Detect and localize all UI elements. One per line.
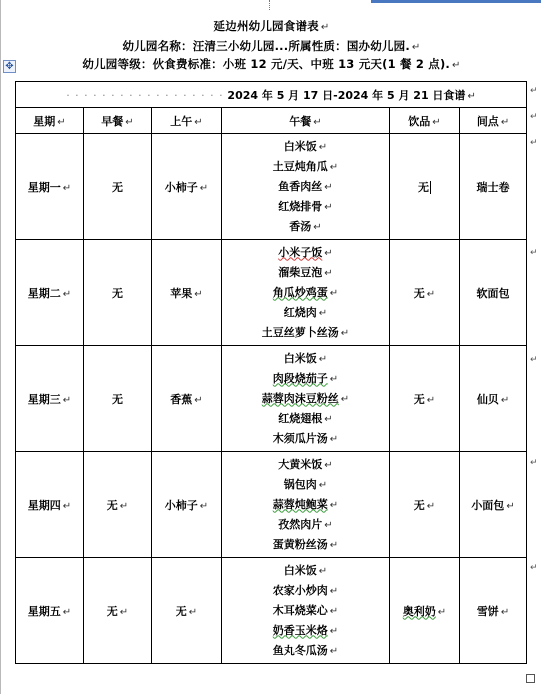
day-label: 星期三 — [27, 392, 61, 406]
lunch-item — [222, 495, 389, 515]
day-label: 星期一 — [27, 180, 61, 194]
return-arrow-icon: ↵ — [324, 267, 333, 279]
return-arrow-icon: ↵ — [199, 500, 209, 512]
return-arrow-icon: ↵ — [329, 499, 339, 511]
column-header-label: 饮品 — [408, 114, 431, 128]
lunch-item — [222, 475, 389, 495]
column-header-breakfast[interactable] — [84, 108, 152, 134]
lunch-item — [222, 621, 389, 641]
day-cell[interactable] — [16, 240, 84, 346]
table-row-tuesday — [16, 240, 527, 346]
breakfast-cell[interactable] — [84, 558, 152, 664]
breakfast-value: 无 — [112, 286, 123, 300]
return-arrow-icon: ↵ — [329, 287, 339, 299]
leader-dots: · · · · · · · · · · · · · · · · · · — [66, 88, 224, 102]
day-cell[interactable] — [16, 134, 84, 240]
return-arrow-icon: ↵ — [452, 60, 461, 71]
return-arrow-icon: ↵ — [62, 394, 72, 406]
return-arrow-icon: ↵ — [506, 500, 515, 512]
menu-table — [15, 81, 527, 664]
breakfast-value: 无 — [112, 180, 123, 194]
drink-value: 奥利奶 — [402, 604, 436, 618]
return-arrow-icon: ↵ — [318, 307, 328, 319]
table-row-friday — [16, 558, 527, 664]
fee-standard-text: 幼儿园等级：伙食费标准：小班 12 元/天、中班 13 元天(1 餐 2 点). — [82, 57, 451, 71]
return-arrow-icon: ↵ — [194, 116, 203, 128]
return-arrow-icon: ↵ — [329, 539, 339, 551]
row-end-mark: ↵ — [530, 355, 538, 365]
return-arrow-icon: ↵ — [426, 500, 436, 512]
morning-cell[interactable] — [152, 346, 222, 452]
lunch-item-text: 土豆丝萝卜丝汤 — [261, 325, 339, 339]
table-title-row — [16, 82, 527, 108]
day-cell[interactable] — [16, 558, 84, 664]
lunch-item-text: 蒜蓉炖鲍菜 — [272, 497, 328, 511]
lunch-cell[interactable] — [222, 452, 390, 558]
breakfast-value: 无 — [106, 498, 118, 512]
table-row-wednesday — [16, 346, 527, 452]
drink-value: 无 — [413, 392, 425, 406]
lunch-item — [222, 641, 389, 661]
return-arrow-icon: ↵ — [324, 519, 333, 531]
return-arrow-icon: ↵ — [340, 327, 350, 339]
morning-value: 小柿子 — [164, 498, 198, 512]
snack-value: 瑞士卷 — [476, 180, 510, 194]
drink-value: 无 — [413, 286, 425, 300]
return-arrow-icon: ↵ — [194, 288, 203, 300]
return-arrow-icon: ↵ — [500, 394, 510, 406]
table-row-monday — [16, 134, 527, 240]
return-arrow-icon: ↵ — [62, 288, 72, 300]
lunch-item-text: 白米饭 — [283, 139, 317, 153]
table-row-thursday — [16, 452, 527, 558]
morning-value: 苹果 — [170, 286, 193, 300]
snack-cell[interactable] — [460, 346, 527, 452]
morning-value: 香蕉 — [170, 392, 193, 406]
breakfast-cell[interactable] — [84, 452, 152, 558]
return-arrow-icon: ↵ — [324, 181, 333, 193]
lunch-item-text: 农家小炒肉 — [272, 583, 328, 597]
breakfast-value: 无 — [112, 392, 123, 406]
table-resize-handle[interactable] — [526, 674, 535, 683]
lunch-item-text: 红烧肉 — [283, 305, 317, 319]
snack-cell[interactable] — [460, 134, 527, 240]
document-title-text: 延边州幼儿园食谱表 — [213, 19, 319, 33]
breakfast-cell[interactable] — [84, 346, 152, 452]
table-title: 2024 年 5 月 17 日-2024 年 5 月 21 日食谱 — [227, 88, 466, 102]
return-arrow-icon: ↵ — [125, 116, 134, 128]
return-arrow-icon: ↵ — [318, 141, 328, 153]
drink-cell[interactable] — [390, 558, 460, 664]
day-label: 星期二 — [27, 286, 61, 300]
return-arrow-icon: ↵ — [318, 353, 328, 365]
lunch-item-text: 溜柴豆泡 — [278, 265, 323, 279]
drink-cell[interactable] — [390, 134, 460, 240]
return-arrow-icon: ↵ — [329, 433, 339, 445]
lunch-item-text: 鱼香肉丝 — [278, 179, 323, 193]
lunch-item — [222, 561, 389, 581]
day-cell[interactable] — [16, 346, 84, 452]
return-arrow-icon: ↵ — [324, 459, 333, 471]
return-arrow-icon: ↵ — [318, 565, 328, 577]
snack-value: 雪饼 — [476, 604, 499, 618]
lunch-item — [222, 303, 389, 323]
lunch-item — [222, 455, 389, 475]
column-header-label: 午餐 — [289, 114, 312, 128]
return-arrow-icon: ↵ — [119, 606, 129, 618]
column-header-drink[interactable] — [390, 108, 460, 134]
lunch-item — [222, 197, 389, 217]
column-header-label: 早餐 — [101, 114, 124, 128]
lunch-item-text: 肉段烧茄子 — [272, 371, 328, 385]
return-arrow-icon: ↵ — [324, 201, 333, 213]
lunch-item-text: 白米饭 — [283, 351, 317, 365]
return-arrow-icon: ↵ — [329, 605, 339, 617]
lunch-cell[interactable] — [222, 134, 390, 240]
return-arrow-icon: ↵ — [57, 116, 66, 128]
row-end-mark: ↵ — [530, 138, 538, 148]
lunch-item — [222, 429, 389, 449]
morning-cell[interactable] — [152, 240, 222, 346]
morning-value: 小柿子 — [164, 180, 198, 194]
return-arrow-icon: ↵ — [500, 116, 510, 128]
drink-cell[interactable] — [390, 452, 460, 558]
lunch-item-text: 香汤 — [289, 219, 312, 233]
return-arrow-icon: ↵ — [340, 393, 350, 405]
drink-value: 无 — [413, 498, 425, 512]
lunch-item-text: 鱼丸冬瓜汤 — [272, 643, 328, 657]
lunch-item-text: 土豆炖角瓜 — [272, 159, 328, 173]
table-title-cell[interactable] — [16, 82, 527, 108]
day-label: 星期五 — [27, 604, 61, 618]
return-arrow-icon: ↵ — [318, 479, 328, 491]
lunch-item — [222, 157, 389, 177]
kindergarten-info-text: 幼儿园名称：汪清三小幼儿园...所属性质：国办幼儿园. — [122, 39, 410, 53]
lunch-item — [222, 243, 389, 263]
snack-cell[interactable] — [460, 558, 527, 664]
breakfast-value: 无 — [106, 604, 118, 618]
return-arrow-icon: ↵ — [500, 606, 510, 618]
drink-value: 无 — [418, 180, 429, 194]
return-arrow-icon: ↵ — [62, 606, 72, 618]
return-arrow-icon: ↵ — [199, 182, 209, 194]
return-arrow-icon: ↵ — [313, 221, 322, 233]
return-arrow-icon: ↵ — [329, 161, 339, 173]
snack-cell[interactable] — [460, 240, 527, 346]
day-label: 星期四 — [27, 498, 61, 512]
row-end-mark: ↵ — [530, 86, 538, 96]
lunch-item-text: 角瓜炒鸡蛋 — [272, 285, 328, 299]
lunch-cell[interactable] — [222, 558, 390, 664]
lunch-item-text: 红烧翅根 — [278, 411, 323, 425]
return-arrow-icon: ↵ — [411, 42, 421, 53]
lunch-item — [222, 177, 389, 197]
lunch-item-text: 木耳烧菜心 — [272, 603, 328, 617]
lunch-item — [222, 535, 389, 555]
return-arrow-icon: ↵ — [324, 413, 333, 425]
snack-value: 小面包 — [471, 498, 505, 512]
return-arrow-icon: ↵ — [426, 394, 436, 406]
lunch-item-text: 白米饭 — [283, 563, 317, 577]
return-arrow-icon: ↵ — [313, 116, 322, 128]
return-arrow-icon: ↵ — [437, 606, 447, 618]
snack-value: 软面包 — [476, 286, 510, 300]
morning-cell[interactable] — [152, 134, 222, 240]
table-header-row — [16, 108, 527, 134]
lunch-item — [222, 409, 389, 429]
ruler-indicator — [371, 0, 541, 3]
return-arrow-icon: ↵ — [320, 22, 330, 33]
lunch-item-text: 木须瓜片汤 — [272, 431, 328, 445]
row-end-mark: ↵ — [530, 248, 538, 258]
lunch-item — [222, 349, 389, 369]
morning-cell[interactable] — [152, 452, 222, 558]
lunch-item — [222, 581, 389, 601]
lunch-item-text: 奶香玉米烙 — [272, 623, 328, 637]
lunch-item — [222, 283, 389, 303]
move-cross-icon[interactable]: ✥ — [3, 60, 16, 73]
row-end-mark: ↵ — [530, 112, 538, 122]
lunch-cell[interactable] — [222, 240, 390, 346]
return-arrow-icon: ↵ — [324, 247, 333, 259]
lunch-item — [222, 217, 389, 237]
snack-value: 仙贝 — [476, 392, 499, 406]
text-cursor — [430, 181, 431, 194]
snack-cell[interactable] — [460, 452, 527, 558]
lunch-item-text: 锅包肉 — [283, 477, 317, 491]
ruler-tick — [269, 0, 271, 10]
lunch-item — [222, 137, 389, 157]
drink-cell[interactable] — [390, 346, 460, 452]
return-arrow-icon: ↵ — [329, 625, 339, 637]
lunch-item — [222, 601, 389, 621]
return-arrow-icon: ↵ — [432, 116, 441, 128]
column-header-snack[interactable] — [460, 108, 527, 134]
column-header-label: 上午 — [170, 114, 193, 128]
breakfast-cell[interactable] — [84, 240, 152, 346]
column-header-day[interactable] — [16, 108, 84, 134]
day-cell[interactable] — [16, 452, 84, 558]
fee-standard — [1, 56, 541, 72]
document-title — [1, 18, 541, 34]
lunch-item-text: 大黄米饭 — [278, 457, 323, 471]
column-header-label: 星期 — [33, 114, 56, 128]
lunch-item-text: 红烧排骨 — [278, 199, 323, 213]
lunch-item — [222, 323, 389, 343]
lunch-cell[interactable] — [222, 346, 390, 452]
row-end-mark: ↵ — [530, 563, 538, 573]
lunch-item — [222, 369, 389, 389]
breakfast-cell[interactable] — [84, 134, 152, 240]
lunch-item-text: 蛋黄粉丝汤 — [272, 537, 328, 551]
return-arrow-icon: ↵ — [62, 500, 72, 512]
return-arrow-icon: ↵ — [329, 373, 339, 385]
return-arrow-icon: ↵ — [194, 394, 203, 406]
morning-cell[interactable] — [152, 558, 222, 664]
lunch-item-text: 小米子饭 — [278, 245, 323, 259]
column-header-morning[interactable] — [152, 108, 222, 134]
return-arrow-icon: ↵ — [119, 500, 129, 512]
return-arrow-icon: ↵ — [467, 90, 476, 102]
column-header-lunch[interactable] — [222, 108, 390, 134]
column-header-label: 间点 — [476, 114, 499, 128]
return-arrow-icon: ↵ — [62, 182, 72, 194]
lunch-item — [222, 389, 389, 409]
lunch-item-text: 蒜蓉肉沫豆粉丝 — [261, 391, 339, 405]
row-end-mark: ↵ — [530, 458, 538, 468]
kindergarten-info — [1, 38, 541, 54]
return-arrow-icon: ↵ — [329, 585, 339, 597]
lunch-item — [222, 263, 389, 283]
morning-value: 无 — [175, 604, 187, 618]
return-arrow-icon: ↵ — [188, 606, 198, 618]
return-arrow-icon: ↵ — [426, 288, 436, 300]
drink-cell[interactable] — [390, 240, 460, 346]
return-arrow-icon: ↵ — [329, 645, 339, 657]
lunch-item — [222, 515, 389, 535]
lunch-item-text: 孜然肉片 — [278, 517, 323, 531]
